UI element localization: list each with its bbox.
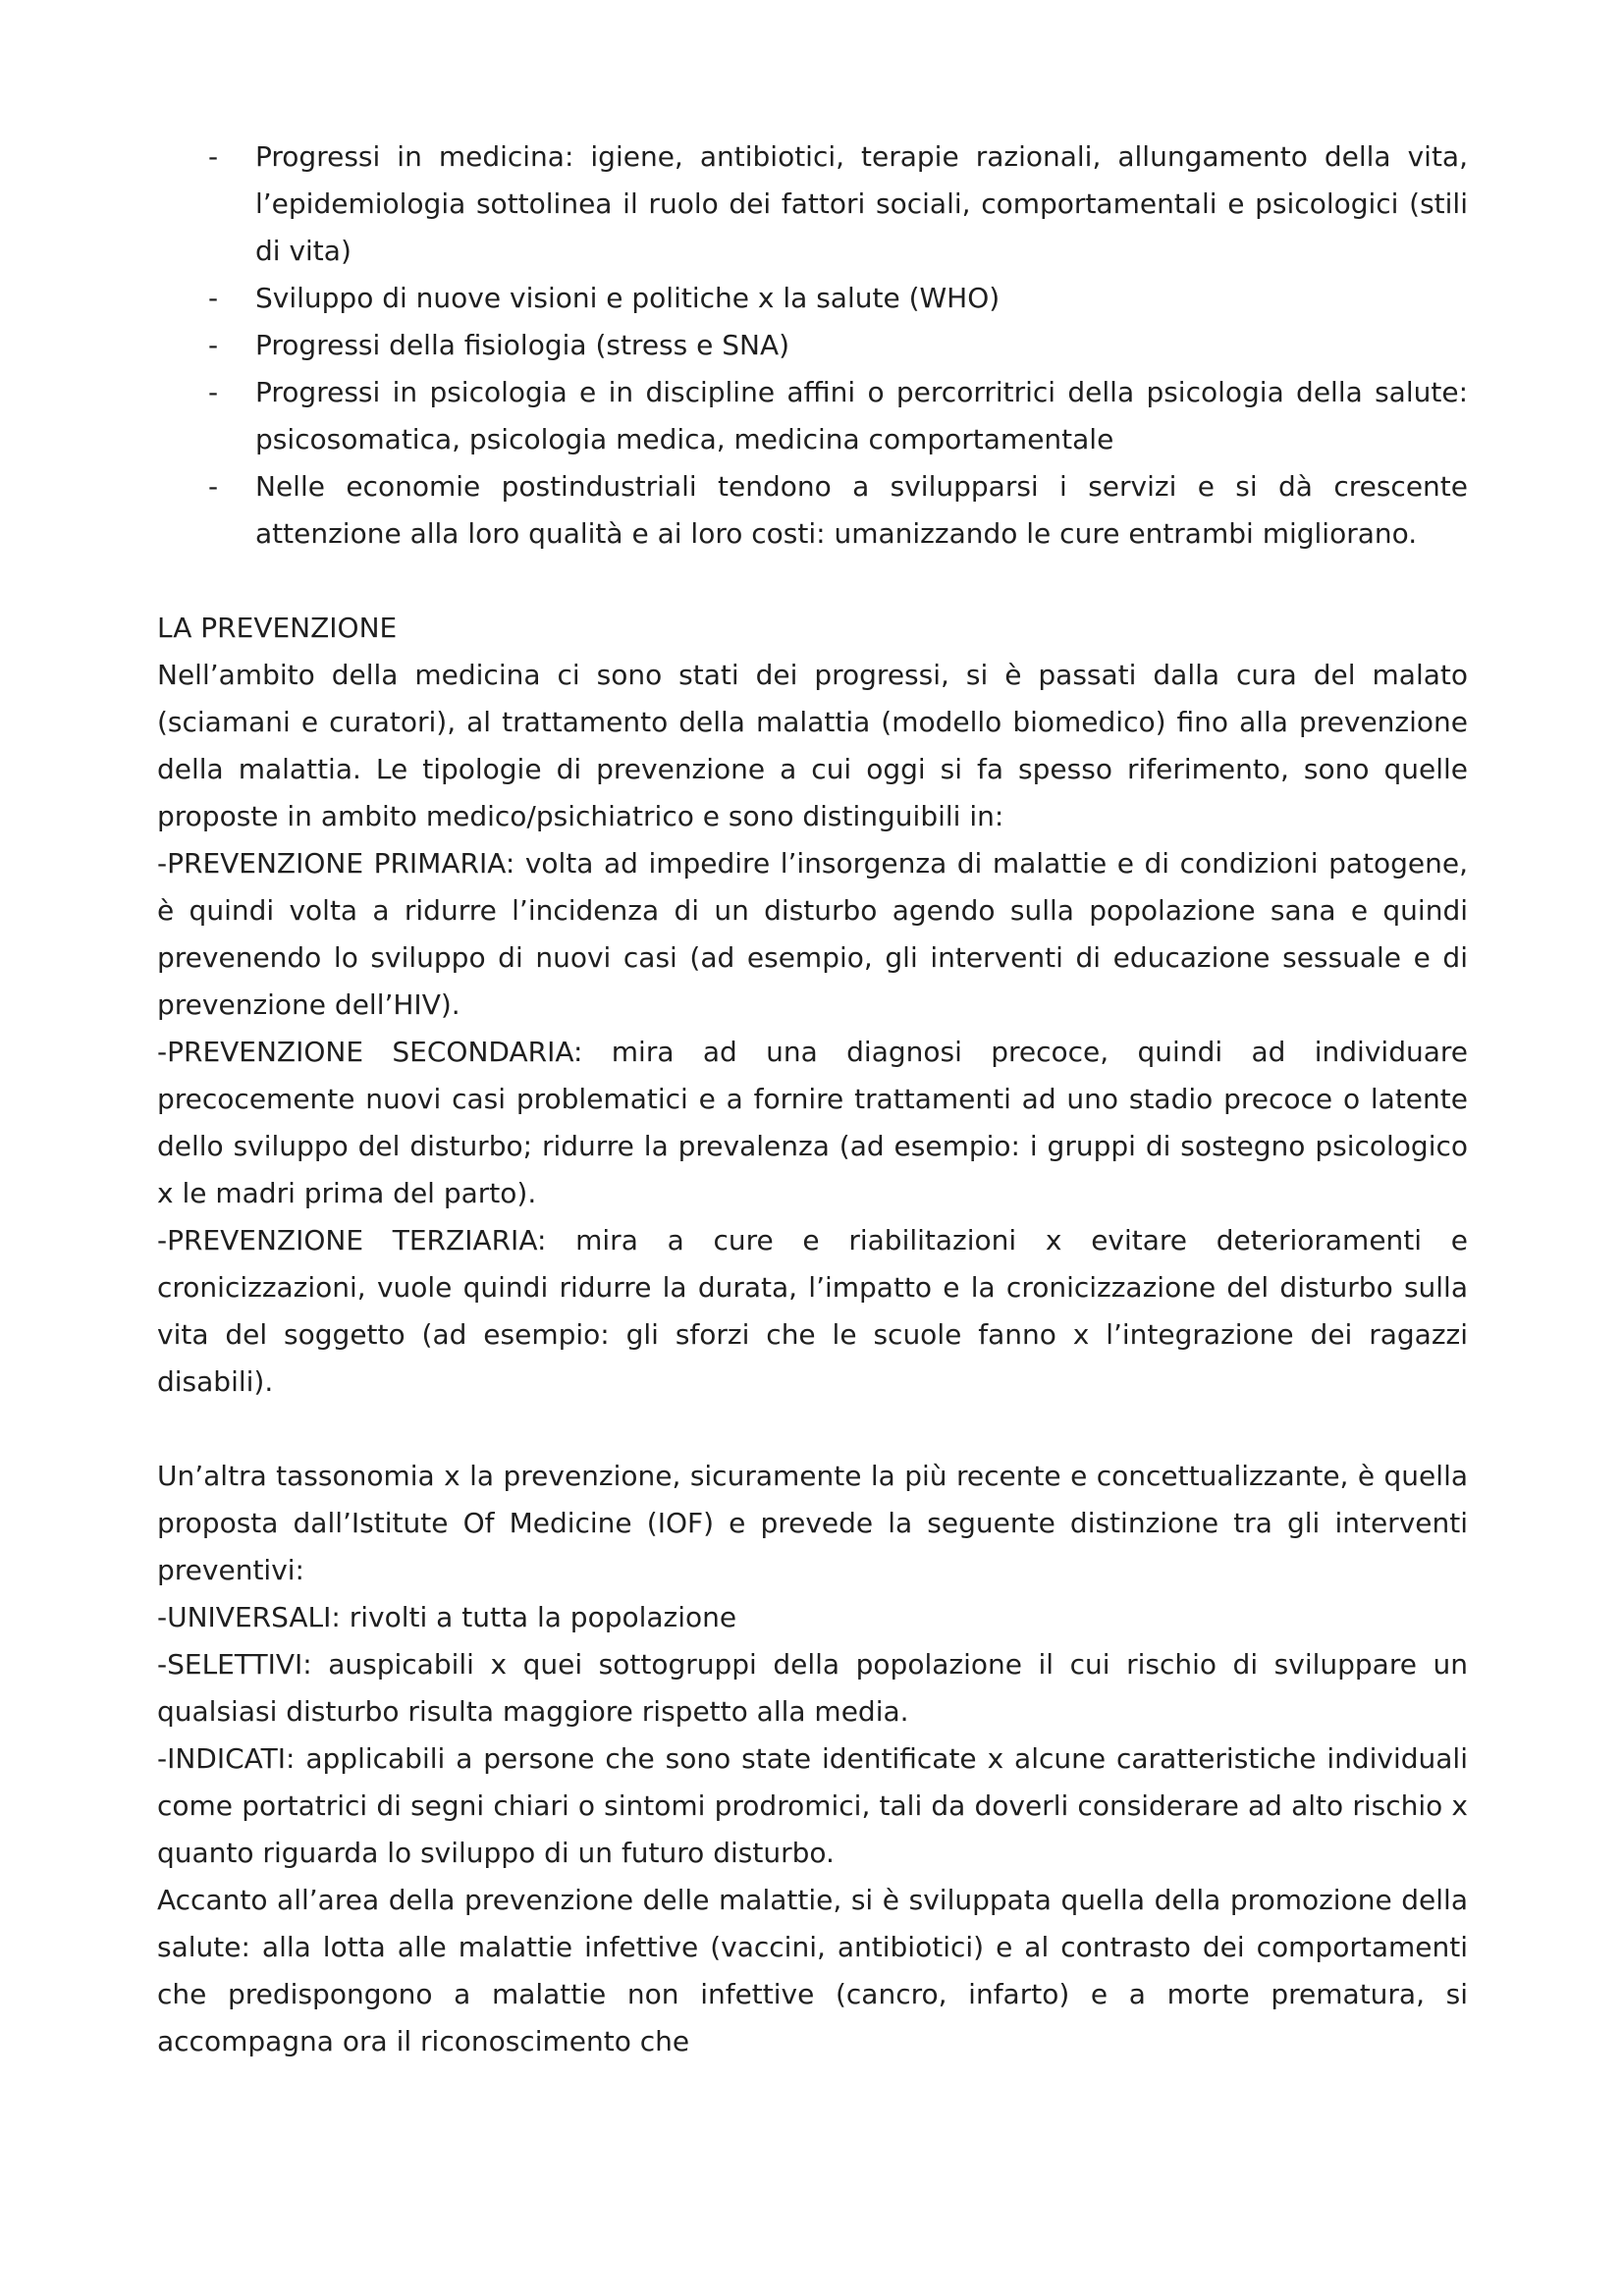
list-item [157, 369, 1468, 463]
paragraph-prevenzione-secondaria: -PREVENZIONE SECONDARIA: mira ad una diagnosi precoce, quindi ad individuare precocemente nuovi casi problematici e a fornire trattamenti ad uno stadio precoce o latente dello sviluppo del disturbo; ridurre la prevalenza (ad esempio: i gruppi di sostegno psicologico x le madri prima del parto). [157, 1036, 1468, 1209]
dash-bullet-marker: - [208, 470, 219, 503]
list-item [157, 463, 1468, 558]
dash-bullet-marker: - [208, 282, 219, 314]
list-item [157, 275, 1468, 322]
dash-bullet-marker: - [208, 140, 219, 173]
section-heading: LA PREVENZIONE [157, 612, 398, 644]
paragraph-universali: -UNIVERSALI: rivolti a tutta la popolazione [157, 1601, 737, 1633]
bullet-list [157, 133, 1468, 558]
bullet-text: Sviluppo di nuove visioni e politiche x la salute (WHO) [255, 282, 1001, 314]
bullet-text: Progressi in psicologia e in discipline affini o percorritrici della psicologia della salute: psicosomatica, psicologia medica, medicina comportamentale [255, 376, 1468, 455]
paragraph-indicati: -INDICATI: applicabili a persone che sono state identificate x alcune caratteristiche individuali come portatrici di segni chiari o sintomi prodromici, tali da doverli considerare ad alto rischio x quanto riguarda lo sviluppo di un futuro disturbo. [157, 1742, 1468, 1869]
paragraph-prevenzione-terziaria: -PREVENZIONE TERZIARIA: mira a cure e riabilitazioni x evitare deterioramenti e cronicizzazioni, vuole quindi ridurre la durata, l’impatto e la cronicizzazione del disturbo sulla vita del soggetto (ad esempio: gli sforzi che le scuole fanno x l’integrazione dei ragazzi disabili). [157, 1224, 1468, 1398]
list-item [157, 322, 1468, 369]
bullet-text: Progressi della fisiologia (stress e SNA) [255, 329, 790, 361]
list-item [157, 133, 1468, 275]
paragraph-intro: Nell’ambito della medicina ci sono stati dei progressi, si è passati dalla cura del malato (sciamani e curatori), al trattamento della malattia (modello biomedico) fino alla prevenzione della malattia. Le tipologie di prevenzione a cui oggi si fa spesso riferimento, sono quelle proposte in ambito medico/psichiatrico e sono distinguibili in: [157, 659, 1468, 832]
paragraph-tassonomia: Un’altra tassonomia x la prevenzione, sicuramente la più recente e concettualizzante, è quella proposta dall’Istitute Of Medicine (IOF) e prevede la seguente distinzione tra gli interventi preventivi: [157, 1460, 1468, 1586]
dash-bullet-marker: - [208, 376, 219, 408]
paragraph-prevenzione-primaria: -PREVENZIONE PRIMARIA: volta ad impedire l’insorgenza di malattie e di condizioni patogene, è quindi volta a ridurre l’incidenza di un disturbo agendo sulla popolazione sana e quindi prevenendo lo sviluppo di nuovi casi (ad esempio, gli interventi di educazione sessuale e di prevenzione dell’HIV). [157, 847, 1468, 1021]
bullet-text: Nelle economie postindustriali tendono a svilupparsi i servizi e si dà crescente attenzione alla loro qualità e ai loro costi: umanizzando le cure entrambi migliorano. [255, 470, 1468, 550]
paragraph-promozione-salute: Accanto all’area della prevenzione delle malattie, si è sviluppata quella della promozione della salute: alla lotta alle malattie infettive (vaccini, antibiotici) e al contrasto dei comportamenti che predispongono a malattie non infettive (cancro, infarto) e a morte prematura, si accompagna ora il riconoscimento che [157, 1884, 1468, 2057]
dash-bullet-marker: - [208, 329, 219, 361]
bullet-text: Progressi in medicina: igiene, antibiotici, terapie razionali, allungamento della vita, l’epidemiologia sottolinea il ruolo dei fattori sociali, comportamentali e psicologici (stili di vita) [255, 140, 1468, 267]
paragraph-selettivi: -SELETTIVI: auspicabili x quei sottogruppi della popolazione il cui rischio di sviluppare un qualsiasi disturbo risulta maggiore rispetto alla media. [157, 1648, 1468, 1728]
